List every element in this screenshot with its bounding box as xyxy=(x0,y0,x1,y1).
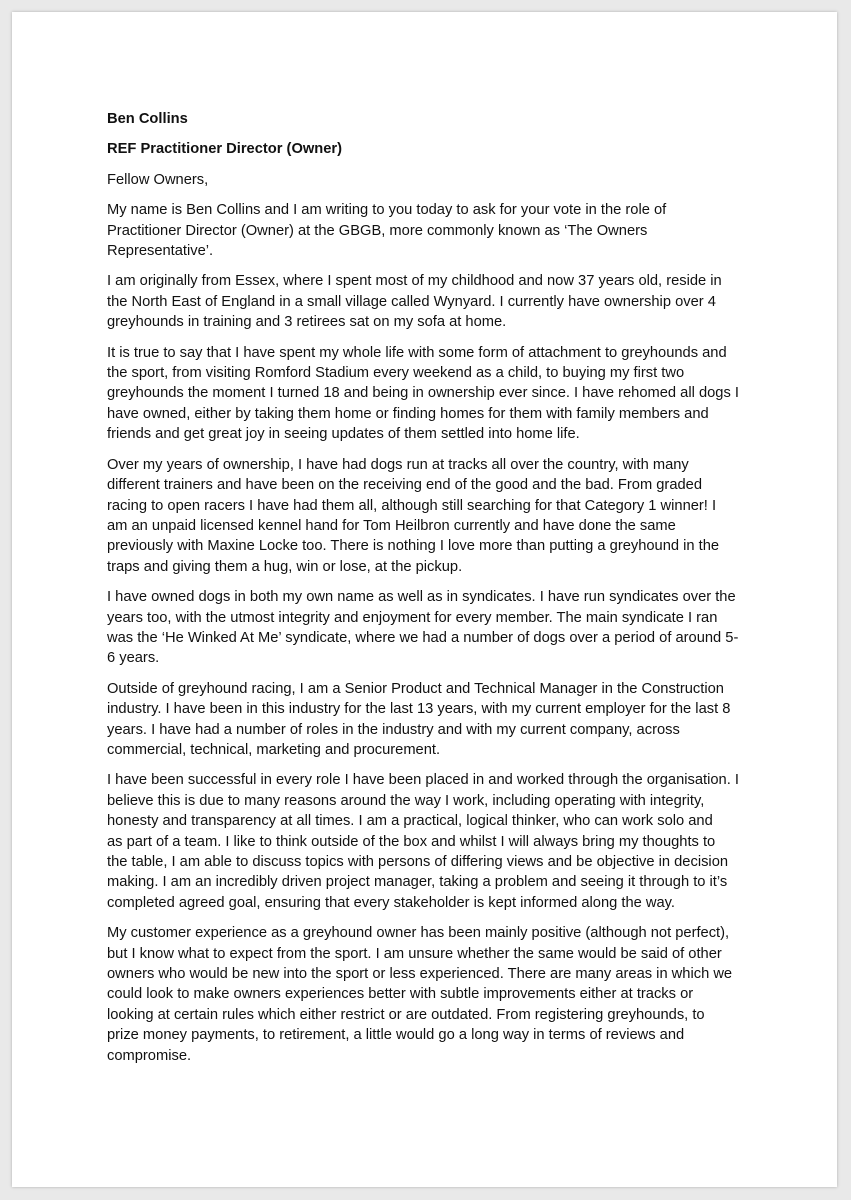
text-line: years too, with the utmost integrity and enjoyment for every member. The main syndicate I ran xyxy=(107,609,718,626)
text-line: as part of a team. I like to think outside of the box and whilst I will always bring my thoughts to xyxy=(107,833,716,850)
text-line: I have owned dogs in both my own name as well as in syndicates. I have run syndicates over the xyxy=(107,589,736,606)
text-line: could look to make owners experiences better with subtle improvements either at tracks or xyxy=(107,986,694,1003)
text-line: I have been successful in every role I have been placed in and worked through the organisation. I xyxy=(107,772,739,789)
text-line: owners who would be new into the sport or less experienced. There are many areas in which we xyxy=(107,966,733,983)
paragraph xyxy=(107,923,757,1066)
letter-body xyxy=(107,109,757,1076)
text-line: friends and get great joy in seeing updates of them settled into home life. xyxy=(107,426,580,443)
text-line: It is true to say that I have spent my whole life with some form of attachment to greyhounds and xyxy=(107,344,727,361)
text-line: the sport, from visiting Romford Stadium every weekend as a child, to buying my first two xyxy=(107,365,685,382)
text-line: Over my years of ownership, I have had dogs run at tracks all over the country, with many xyxy=(107,456,689,473)
text-line: compromise. xyxy=(107,1047,192,1064)
text-line: years. I have had a number of roles in the industry and with my current company, across xyxy=(107,721,680,738)
paragraph xyxy=(107,587,757,669)
text-line: making. I am an incredibly driven project manager, taking a problem and seeing it through to it’s xyxy=(107,874,728,891)
text-line: traps and giving them a hug, win or lose, at the pickup. xyxy=(107,558,463,575)
paragraph xyxy=(107,455,757,577)
paragraph xyxy=(107,271,757,332)
text-line: industry. I have been in this industry for the last 13 years, with my current employer for the last 8 xyxy=(107,701,731,718)
text-line: greyhounds in training and 3 retirees sat on my sofa at home. xyxy=(107,314,507,331)
role-title: REF Practitioner Director (Owner) xyxy=(107,141,343,158)
text-line: the North East of England in a small village called Wynyard. I currently have ownership over 4 xyxy=(107,293,716,310)
text-line: commercial, technical, marketing and procurement. xyxy=(107,741,441,758)
text-line: prize money payments, to retirement, a little would go a long way in terms of reviews and xyxy=(107,1027,685,1044)
text-line: Outside of greyhound racing, I am a Senior Product and Technical Manager in the Construction xyxy=(107,680,724,697)
text-line: the table, I am able to discuss topics with persons of differing views and be objective in decision xyxy=(107,854,729,870)
text-line: My name is Ben Collins and I am writing to you today to ask for your vote in the role of xyxy=(107,202,667,219)
text-line: have owned, either by taking them home or finding homes for them with family members and xyxy=(107,405,709,422)
text-line: looking at certain rules which either restrict or are outdated. From registering greyhounds, to xyxy=(107,1006,705,1023)
text-line: 6 years. xyxy=(107,650,160,667)
text-line: Representative’. xyxy=(107,243,214,260)
text-line: greyhounds the moment I turned 18 and being in ownership ever since. I have rehomed all dogs I xyxy=(107,385,739,402)
text-line: I am originally from Essex, where I spent most of my childhood and now 37 years old, reside in xyxy=(107,273,722,290)
paragraph xyxy=(107,343,757,445)
text-line: My customer experience as a greyhound owner has been mainly positive (although not perfect), xyxy=(107,925,730,942)
text-line: but I know what to expect from the sport. I am unsure whether the same would be said of other xyxy=(107,945,722,962)
text-line: Practitioner Director (Owner) at the GBGB, more commonly known as ‘The Owners xyxy=(107,222,648,239)
text-line: different trainers and have been on the receiving end of the good and the bad. From graded xyxy=(107,477,702,494)
text-line: racing to open racers I have had them all, although still searching for that Category 1 winner! I xyxy=(107,497,717,514)
text-line: believe this is due to many reasons around the way I work, including operating with integrity, xyxy=(107,792,705,809)
paragraph xyxy=(107,200,757,261)
text-line: completed agreed goal, ensuring that every stakeholder is kept informed along the way. xyxy=(107,894,675,911)
text-line: honesty and transparency at all times. I am a practical, logical thinker, who can work solo and xyxy=(107,813,713,830)
paragraph xyxy=(107,679,757,761)
document-page xyxy=(12,12,837,1187)
text-line: am an unpaid licensed kennel hand for Tom Heilbron currently and have done the same xyxy=(107,517,676,534)
greeting: Fellow Owners, xyxy=(107,171,209,188)
author-name: Ben Collins xyxy=(107,111,188,127)
text-line: previously with Maxine Locke too. There is nothing I love more than putting a greyhound in the xyxy=(107,538,720,555)
text-line: was the ‘He Winked At Me’ syndicate, where we had a number of dogs over a period of around 5- xyxy=(107,629,739,646)
paragraph xyxy=(107,770,757,913)
